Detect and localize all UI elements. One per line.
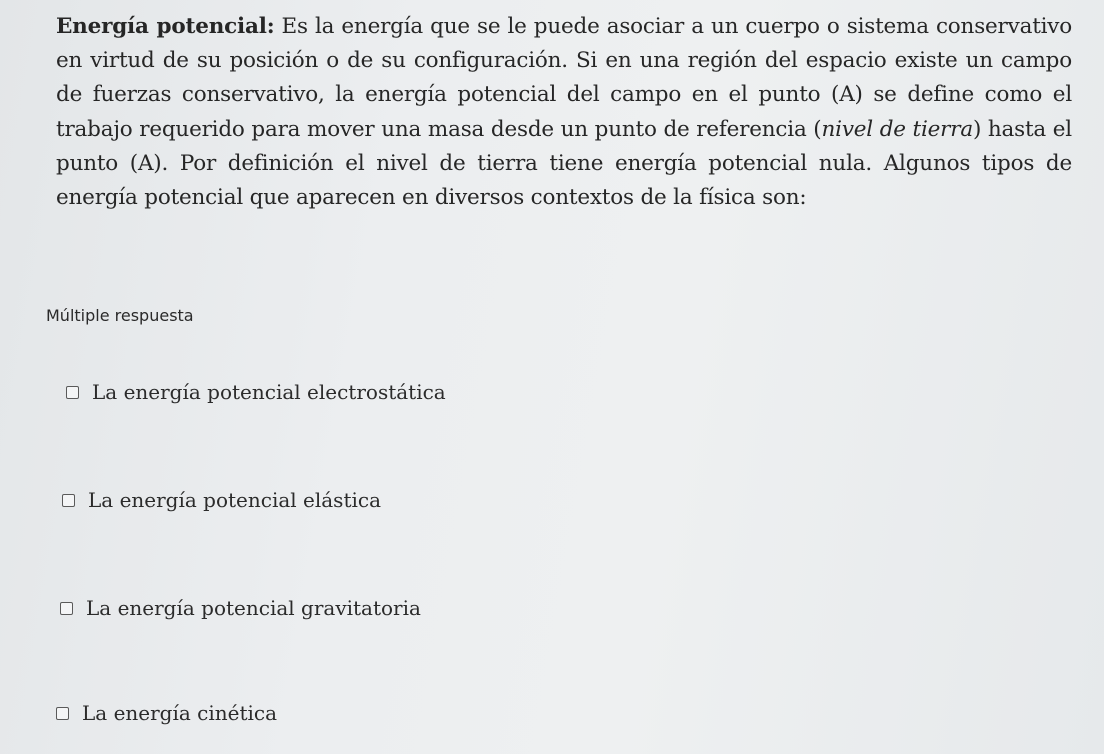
option-electrostatica[interactable] [66, 380, 446, 404]
option-cinetica[interactable] [56, 701, 277, 725]
question-type-label: Múltiple respuesta [46, 306, 194, 325]
option-label: La energía potencial electrostática [92, 380, 446, 404]
question-text [56, 10, 1072, 215]
checkbox[interactable] [66, 386, 79, 399]
option-label: La energía cinética [82, 701, 278, 725]
question-term: Energía potencial: [56, 14, 275, 39]
checkbox[interactable] [56, 707, 69, 720]
checkbox[interactable] [62, 494, 75, 507]
option-label: La energía potencial elástica [88, 488, 382, 512]
checkbox[interactable] [60, 602, 73, 615]
question-text-part2: ) hasta el punto (A). Por definición el nivel de tierra tiene energía potencial nula. Algunos tipos de energía potencial que aparecen en diversos contextos de la física son: [56, 116, 1072, 211]
option-gravitatoria[interactable] [60, 596, 421, 620]
option-elastica[interactable] [62, 488, 381, 512]
question-italic: nivel de tierra [821, 116, 973, 142]
option-label: La energía potencial gravitatoria [86, 596, 421, 620]
question-text-part1: Es la energía que se le puede asociar a un cuerpo o sistema conservativo en virtud de su posición o de su configuración. Si en una región del espacio existe un campo de fuerzas conservativo, la energía potencial del campo en el punto (A) se define como el trabajo requerido para mover una masa desde un punto de referencia ( [56, 14, 1072, 142]
